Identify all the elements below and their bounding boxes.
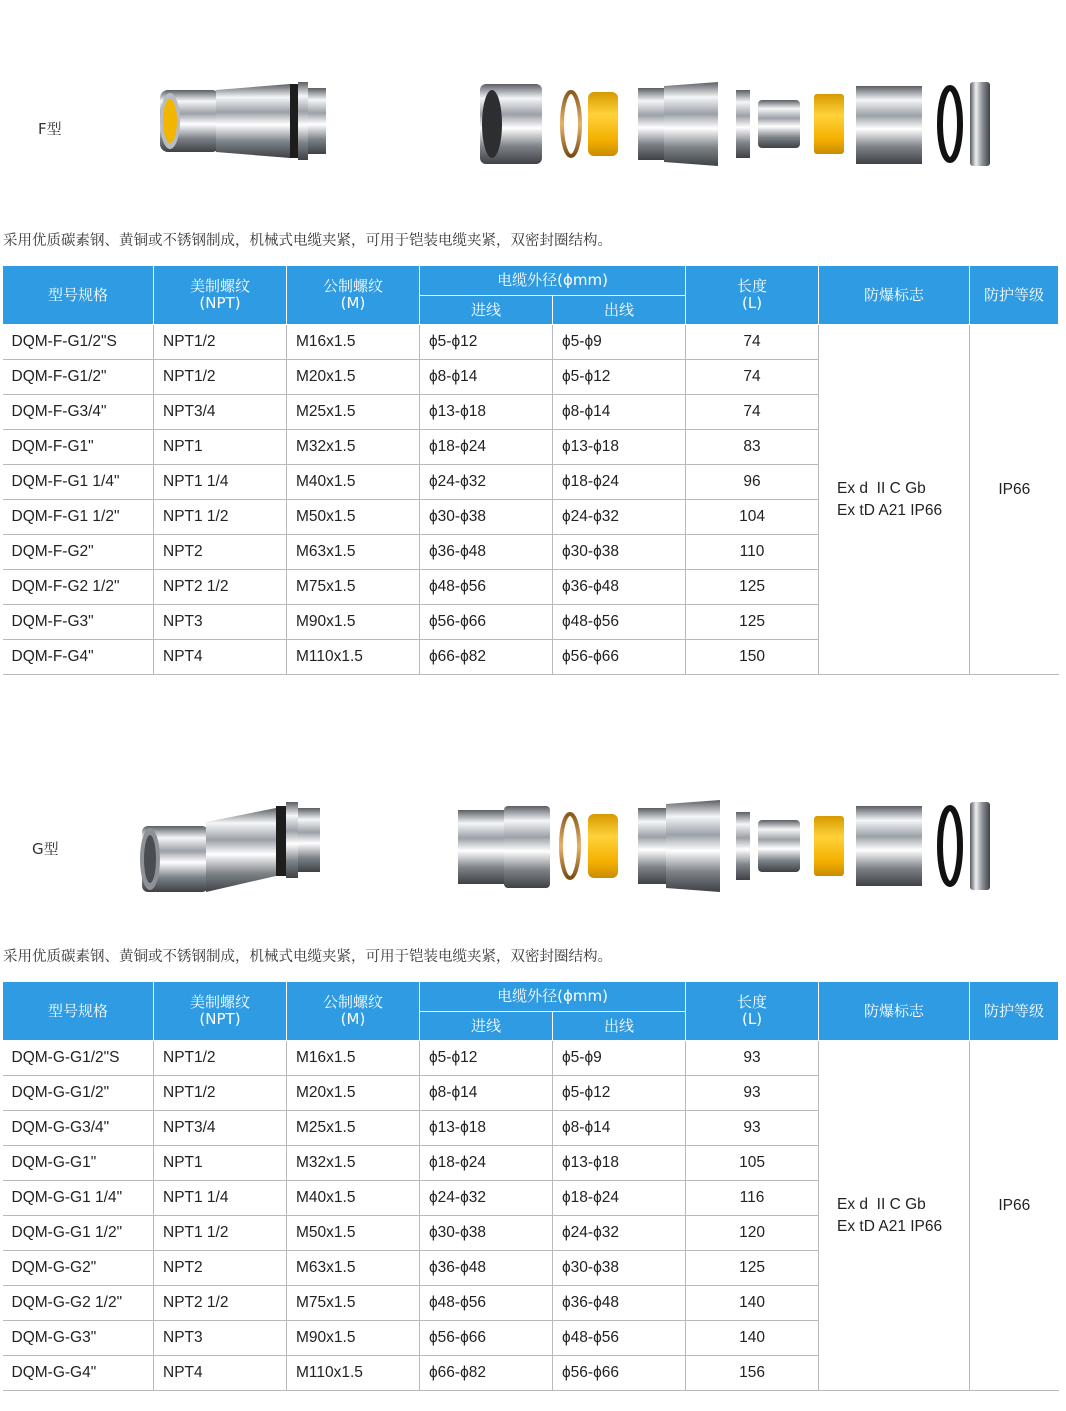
cell-length: 140	[686, 1321, 819, 1356]
cell-outlet: ϕ48-ϕ56	[553, 1321, 686, 1356]
cell-inlet: ϕ66-ϕ82	[420, 1356, 553, 1391]
cell-length: 110	[686, 535, 819, 570]
cell-length: 120	[686, 1216, 819, 1251]
header-npt: 美制螺纹 (NPT)	[154, 982, 287, 1041]
cell-metric: M63x1.5	[287, 535, 420, 570]
ex-mark-line: Ex d II C Gb	[837, 479, 926, 497]
cell-metric: M20x1.5	[287, 1076, 420, 1111]
cell-outlet: ϕ30-ϕ38	[553, 535, 686, 570]
product-description: 采用优质碳素钢、黄铜或不锈钢制成，机械式电缆夹紧，可用于铠装电缆夹紧，双密封圈结构。	[3, 233, 612, 249]
cell-npt: NPT1/2	[154, 1076, 287, 1111]
cell-npt: NPT1	[154, 430, 287, 465]
cell-model: DQM-F-G1 1/2"	[3, 500, 154, 535]
cell-length: 125	[686, 605, 819, 640]
exploded-parts-image	[456, 798, 994, 894]
ex-mark-line: Ex tD A21 IP66	[837, 1217, 943, 1235]
cell-npt: NPT1/2	[154, 1041, 287, 1076]
header-metric: 公制螺纹 (M)	[287, 266, 420, 325]
cell-model: DQM-F-G1"	[3, 430, 154, 465]
cell-npt: NPT1 1/4	[154, 1181, 287, 1216]
cell-model: DQM-F-G1/2"	[3, 360, 154, 395]
cell-model: DQM-G-G1"	[3, 1146, 154, 1181]
cell-npt: NPT1	[154, 1146, 287, 1181]
cell-metric: M50x1.5	[287, 1216, 420, 1251]
header-protection: 防护等级	[970, 266, 1059, 325]
cell-model: DQM-F-G1 1/4"	[3, 465, 154, 500]
cell-inlet: ϕ13-ϕ18	[420, 395, 553, 430]
cell-metric: M25x1.5	[287, 1111, 420, 1146]
cell-outlet: ϕ18-ϕ24	[553, 1181, 686, 1216]
header-protection: 防护等级	[970, 982, 1059, 1041]
product-description: 采用优质碳素钢、黄铜或不锈钢制成，机械式电缆夹紧，可用于铠装电缆夹紧，双密封圈结构。	[3, 949, 612, 965]
cell-outlet: ϕ13-ϕ18	[553, 1146, 686, 1181]
cell-npt: NPT1 1/2	[154, 500, 287, 535]
cell-metric: M40x1.5	[287, 465, 420, 500]
cell-inlet: ϕ48-ϕ56	[420, 570, 553, 605]
cell-metric: M16x1.5	[287, 325, 420, 360]
cell-metric: M90x1.5	[287, 605, 420, 640]
cell-outlet: ϕ56-ϕ66	[553, 640, 686, 675]
cell-outlet: ϕ36-ϕ48	[553, 1286, 686, 1321]
cell-npt: NPT3	[154, 1321, 287, 1356]
cell-npt: NPT3/4	[154, 1111, 287, 1146]
cell-inlet: ϕ30-ϕ38	[420, 500, 553, 535]
cell-inlet: ϕ30-ϕ38	[420, 1216, 553, 1251]
cell-npt: NPT4	[154, 1356, 287, 1391]
cell-outlet: ϕ13-ϕ18	[553, 430, 686, 465]
table-row	[3, 325, 1059, 360]
header-outlet: 出线	[553, 1012, 686, 1041]
cell-npt: NPT1 1/2	[154, 1216, 287, 1251]
cell-metric: M20x1.5	[287, 360, 420, 395]
cell-inlet: ϕ48-ϕ56	[420, 1286, 553, 1321]
cell-outlet: ϕ48-ϕ56	[553, 605, 686, 640]
header-cable-od: 电缆外径(ϕmm)	[420, 266, 686, 296]
cell-inlet: ϕ36-ϕ48	[420, 1251, 553, 1286]
header-inlet: 进线	[420, 1012, 553, 1041]
cell-inlet: ϕ5-ϕ12	[420, 1041, 553, 1076]
cell-metric: M75x1.5	[287, 570, 420, 605]
cell-inlet: ϕ56-ϕ66	[420, 605, 553, 640]
cell-metric: M50x1.5	[287, 500, 420, 535]
cell-length: 74	[686, 395, 819, 430]
cell-model: DQM-G-G1/2"	[3, 1076, 154, 1111]
cell-outlet: ϕ24-ϕ32	[553, 1216, 686, 1251]
cell-length: 93	[686, 1111, 819, 1146]
cell-outlet: ϕ56-ϕ66	[553, 1356, 686, 1391]
cell-npt: NPT3	[154, 605, 287, 640]
cell-model: DQM-G-G3"	[3, 1321, 154, 1356]
assembled-gland-image	[136, 796, 326, 900]
cell-model: DQM-G-G4"	[3, 1356, 154, 1391]
header-inlet: 进线	[420, 296, 553, 325]
cell-npt: NPT2 1/2	[154, 1286, 287, 1321]
cell-inlet: ϕ56-ϕ66	[420, 1321, 553, 1356]
cell-npt: NPT2 1/2	[154, 570, 287, 605]
header-ex-mark: 防爆标志	[819, 982, 970, 1041]
header-npt: 美制螺纹 (NPT)	[154, 266, 287, 325]
type-label: F型	[38, 120, 62, 138]
cell-length: 74	[686, 325, 819, 360]
cell-metric: M63x1.5	[287, 1251, 420, 1286]
cell-inlet: ϕ8-ϕ14	[420, 360, 553, 395]
cell-protection: IP66	[970, 325, 1059, 675]
cell-metric: M32x1.5	[287, 430, 420, 465]
cell-metric: M16x1.5	[287, 1041, 420, 1076]
cell-metric: M90x1.5	[287, 1321, 420, 1356]
cell-model: DQM-G-G1 1/2"	[3, 1216, 154, 1251]
cell-model: DQM-G-G2"	[3, 1251, 154, 1286]
cell-length: 104	[686, 500, 819, 535]
header-length: 长度 (L)	[686, 982, 819, 1041]
cell-outlet: ϕ5-ϕ12	[553, 360, 686, 395]
header-cable-od: 电缆外径(ϕmm)	[420, 982, 686, 1012]
cell-length: 140	[686, 1286, 819, 1321]
cell-ex-mark	[819, 1041, 970, 1391]
cell-model: DQM-F-G3/4"	[3, 395, 154, 430]
cell-length: 125	[686, 1251, 819, 1286]
cell-inlet: ϕ18-ϕ24	[420, 430, 553, 465]
cell-inlet: ϕ24-ϕ32	[420, 465, 553, 500]
cell-outlet: ϕ36-ϕ48	[553, 570, 686, 605]
cell-ex-mark	[819, 325, 970, 675]
header-outlet: 出线	[553, 296, 686, 325]
cell-inlet: ϕ24-ϕ32	[420, 1181, 553, 1216]
cell-metric: M25x1.5	[287, 395, 420, 430]
cell-metric: M40x1.5	[287, 1181, 420, 1216]
cell-npt: NPT2	[154, 1251, 287, 1286]
cell-length: 105	[686, 1146, 819, 1181]
cell-length: 116	[686, 1181, 819, 1216]
cell-length: 74	[686, 360, 819, 395]
cell-model: DQM-G-G1/2"S	[3, 1041, 154, 1076]
cell-model: DQM-F-G4"	[3, 640, 154, 675]
cell-length: 83	[686, 430, 819, 465]
cell-length: 96	[686, 465, 819, 500]
cell-length: 150	[686, 640, 819, 675]
cell-inlet: ϕ5-ϕ12	[420, 325, 553, 360]
header-length: 长度 (L)	[686, 266, 819, 325]
table-row	[3, 1041, 1059, 1076]
cell-outlet: ϕ8-ϕ14	[553, 1111, 686, 1146]
cell-length: 93	[686, 1076, 819, 1111]
cell-metric: M110x1.5	[287, 1356, 420, 1391]
cell-metric: M110x1.5	[287, 640, 420, 675]
cell-npt: NPT3/4	[154, 395, 287, 430]
cell-inlet: ϕ8-ϕ14	[420, 1076, 553, 1111]
cell-metric: M32x1.5	[287, 1146, 420, 1181]
assembled-gland-image	[150, 76, 330, 166]
cell-protection: IP66	[970, 1041, 1059, 1391]
cell-length: 156	[686, 1356, 819, 1391]
cell-npt: NPT1 1/4	[154, 465, 287, 500]
header-ex-mark: 防爆标志	[819, 266, 970, 325]
cell-inlet: ϕ18-ϕ24	[420, 1146, 553, 1181]
header-model: 型号规格	[3, 266, 154, 325]
header-model: 型号规格	[3, 982, 154, 1041]
cell-inlet: ϕ36-ϕ48	[420, 535, 553, 570]
exploded-parts-image	[478, 78, 994, 170]
cell-length: 93	[686, 1041, 819, 1076]
cell-model: DQM-F-G2"	[3, 535, 154, 570]
cell-npt: NPT1/2	[154, 360, 287, 395]
cell-model: DQM-F-G2 1/2"	[3, 570, 154, 605]
cell-outlet: ϕ24-ϕ32	[553, 500, 686, 535]
ex-mark-line: Ex d II C Gb	[837, 1195, 926, 1213]
header-metric: 公制螺纹 (M)	[287, 982, 420, 1041]
cell-inlet: ϕ13-ϕ18	[420, 1111, 553, 1146]
spec-table	[2, 981, 1059, 1391]
cell-model: DQM-G-G1 1/4"	[3, 1181, 154, 1216]
ex-mark-line: Ex tD A21 IP66	[837, 501, 943, 519]
cell-outlet: ϕ5-ϕ9	[553, 325, 686, 360]
cell-outlet: ϕ5-ϕ12	[553, 1076, 686, 1111]
cell-model: DQM-G-G2 1/2"	[3, 1286, 154, 1321]
cell-model: DQM-G-G3/4"	[3, 1111, 154, 1146]
type-label: G型	[32, 840, 59, 858]
spec-table	[2, 265, 1059, 675]
cell-model: DQM-F-G3"	[3, 605, 154, 640]
cell-npt: NPT1/2	[154, 325, 287, 360]
cell-model: DQM-F-G1/2"S	[3, 325, 154, 360]
cell-npt: NPT4	[154, 640, 287, 675]
cell-inlet: ϕ66-ϕ82	[420, 640, 553, 675]
cell-outlet: ϕ5-ϕ9	[553, 1041, 686, 1076]
cell-outlet: ϕ18-ϕ24	[553, 465, 686, 500]
cell-npt: NPT2	[154, 535, 287, 570]
cell-metric: M75x1.5	[287, 1286, 420, 1321]
cell-outlet: ϕ8-ϕ14	[553, 395, 686, 430]
cell-length: 125	[686, 570, 819, 605]
cell-outlet: ϕ30-ϕ38	[553, 1251, 686, 1286]
